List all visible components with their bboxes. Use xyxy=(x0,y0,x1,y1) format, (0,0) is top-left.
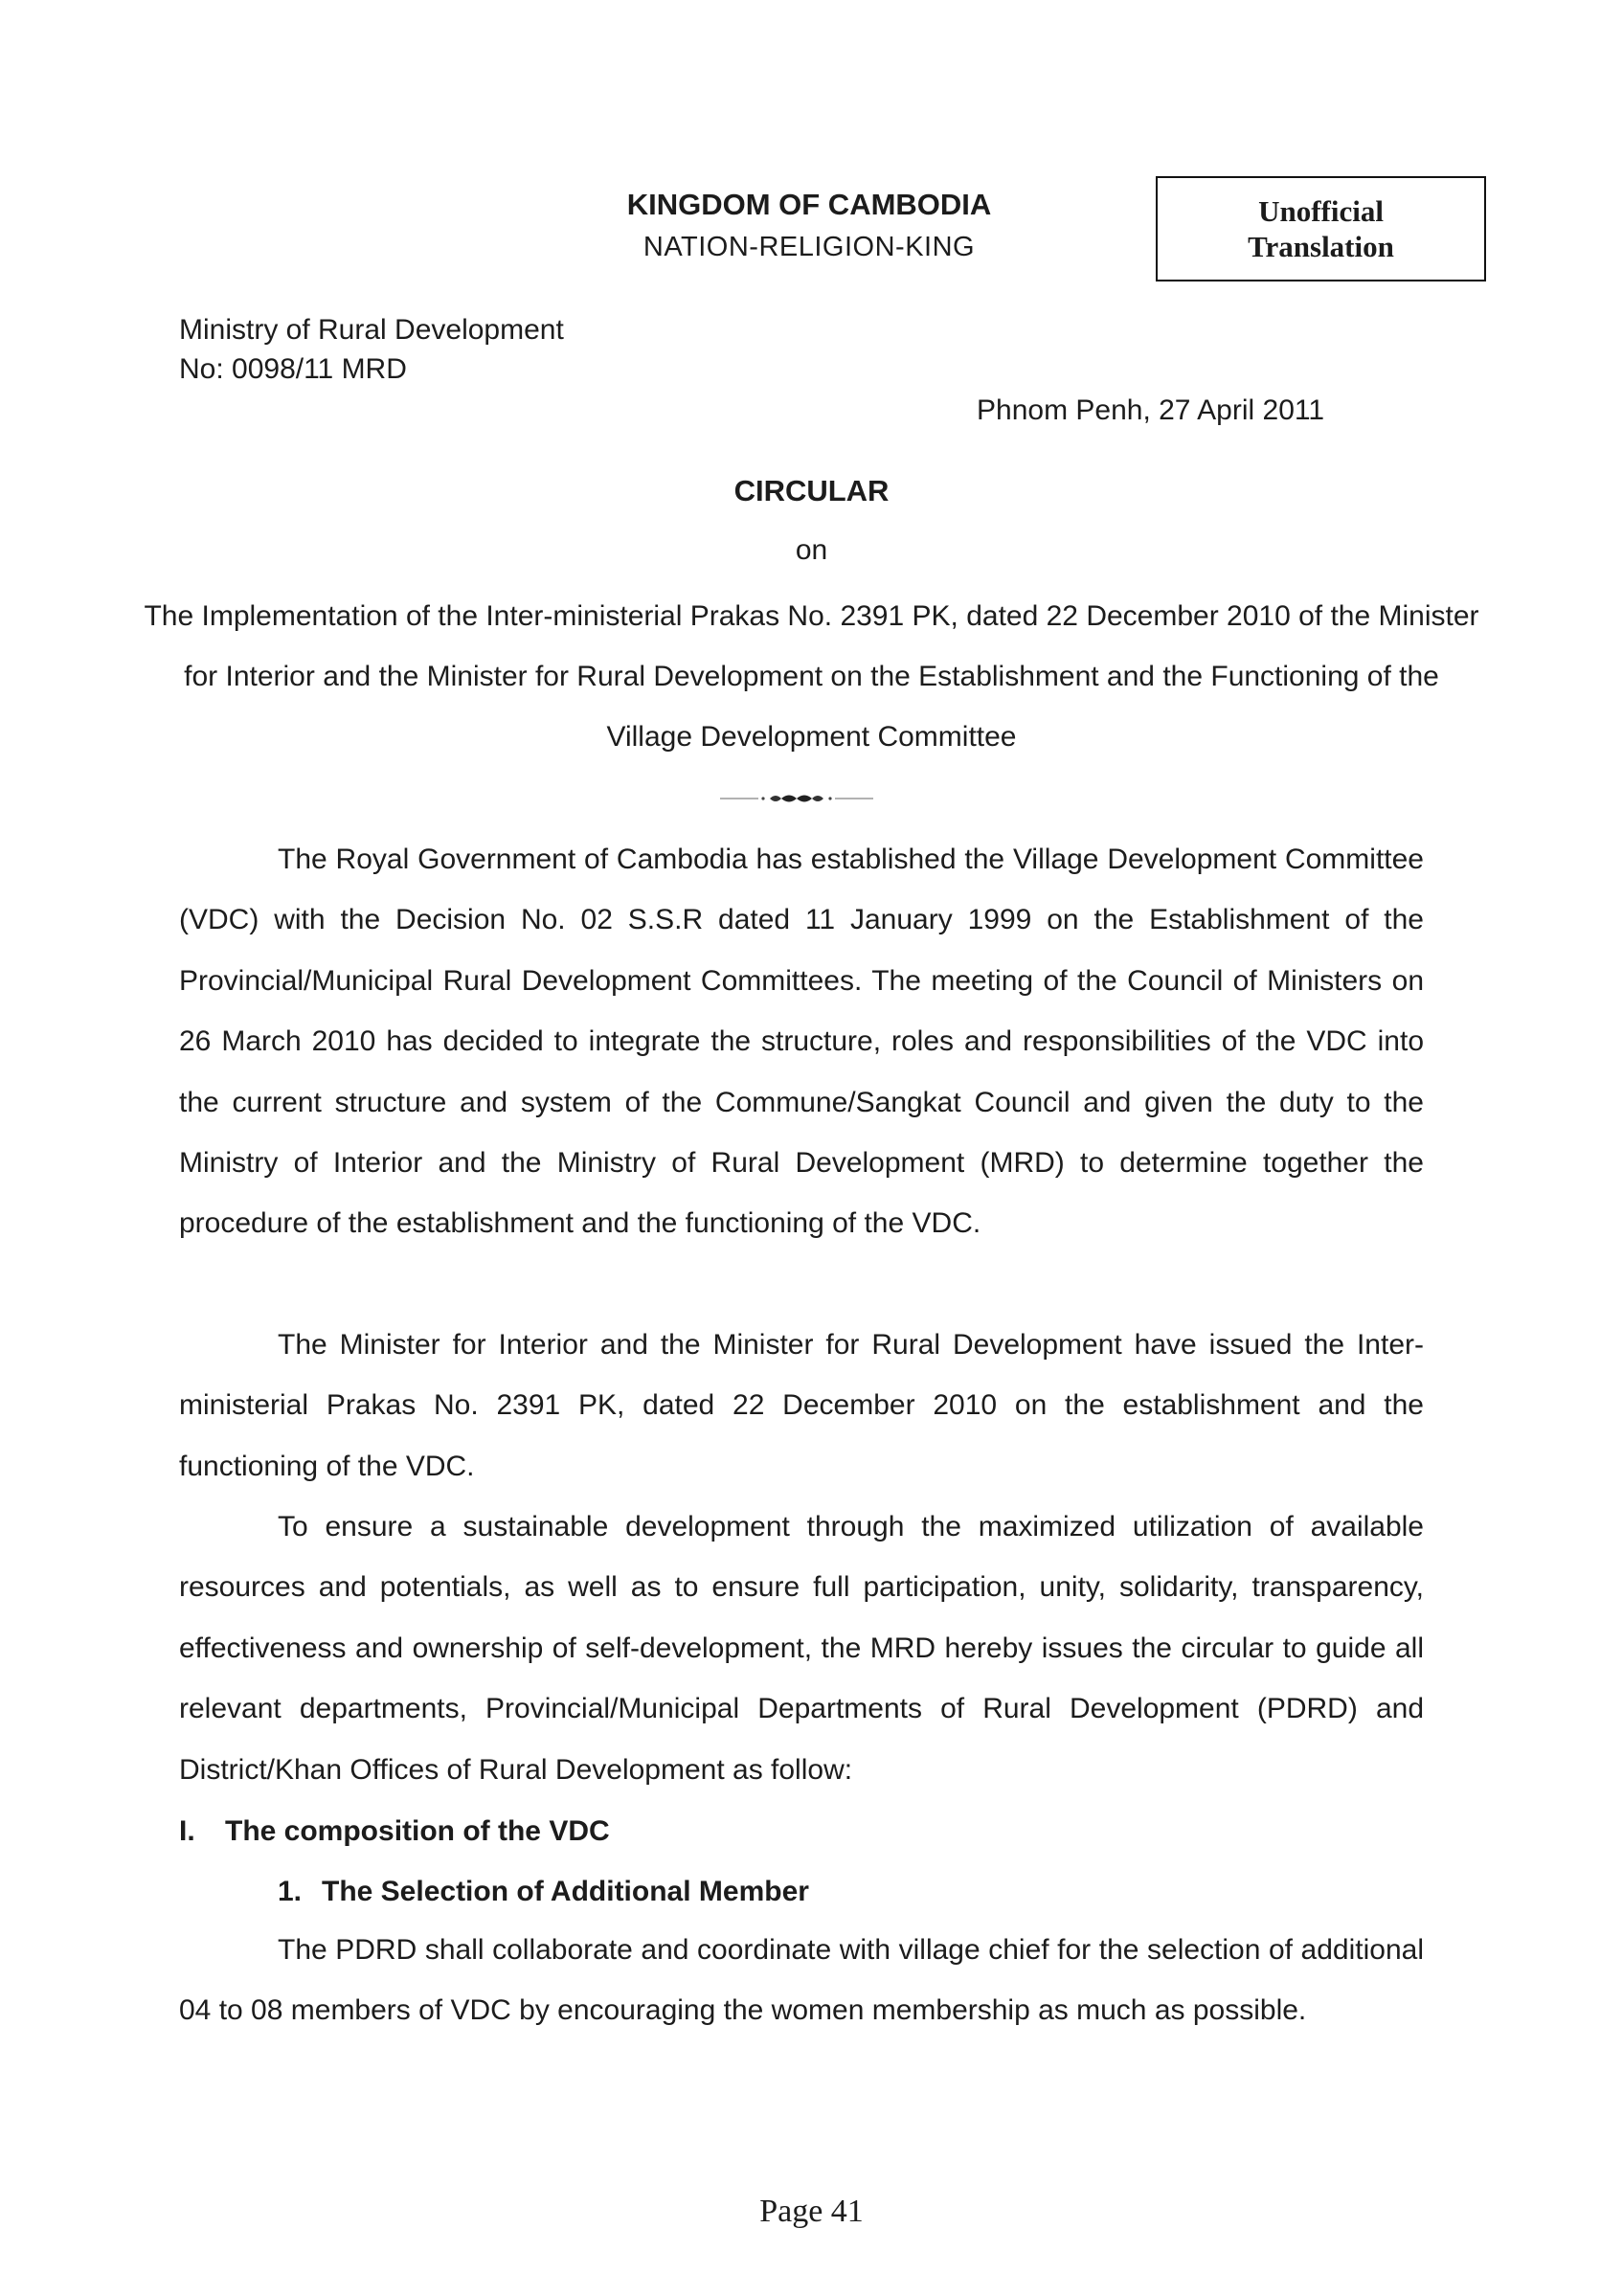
document-title: CIRCULAR xyxy=(733,474,890,507)
section-heading xyxy=(179,1801,610,1861)
unofficial-translation-box xyxy=(1156,176,1486,281)
ornament-divider-icon xyxy=(720,791,873,806)
national-motto: NATION-RELIGION-KING xyxy=(642,232,976,262)
section-number: I. xyxy=(179,1815,195,1847)
stamp-line-1: Unofficial xyxy=(1258,194,1384,228)
paragraph-prakas-issued: The Minister for Interior and the Minister for Rural Development have issued the Inter-ministerial Prakas No. 2391 PK, dated 22 December 2010 on the establishment and the functioning of the VDC. xyxy=(179,1329,1424,1482)
issuing-ministry: Ministry of Rural Development xyxy=(179,314,564,346)
subsection-title: The Selection of Additional Member xyxy=(322,1876,809,1907)
paragraph-purpose: To ensure a sustainable development through the maximized utilization of available resources and potentials, as well as to ensure full participation, unity, solidarity, transparency, effectiveness and ownership of self-development, the MRD hereby issues the circular to guide all relevant departments, Provincial/Municipal Departments of Rural Development (PDRD) and District/Khan Offices of Rural Development as follow: xyxy=(179,1511,1424,1786)
reference-number: No: 0098/11 MRD xyxy=(179,353,407,385)
paragraph-vdc-background: The Royal Government of Cambodia has established the Village Development Committee (VDC) with the Decision No. 02 S.S.R dated 11 January 1999 on the Establishment of the Provincial/Municipal Rural Development Committees. The meeting of the Council of Ministers on 26 March 2010 has decided to integrate the structure, roles and responsibilities of the VDC into the current structure and system of the Commune/Sangkat Council and given the duty to the Ministry of Interior and the Ministry of Rural Development (MRD) to determine together the procedure of the establishment and the functioning of the VDC. xyxy=(179,844,1424,1240)
paragraph-additional-member: The PDRD shall collaborate and coordinate with village chief for the selection of additional 04 to 08 members of VDC by encouraging the women membership as much as possible. xyxy=(179,1934,1424,2027)
subsection-heading xyxy=(278,1861,809,1922)
title-connector: on xyxy=(795,534,828,566)
document-subject: The Implementation of the Inter-ministerial Prakas No. 2391 PK, dated 22 December 2010 of the Minister for Interior and the Minister for Rural Development on the Establishment and the Functioning of the Village Development Committee xyxy=(144,600,1479,753)
page-number: Page 41 xyxy=(759,2194,864,2229)
place-and-date: Phnom Penh, 27 April 2011 xyxy=(977,394,1325,426)
section-title: The composition of the VDC xyxy=(225,1815,610,1847)
country-name: KINGDOM OF CAMBODIA xyxy=(626,188,992,221)
subsection-number: 1. xyxy=(278,1876,303,1907)
stamp-line-2: Translation xyxy=(1248,230,1394,263)
